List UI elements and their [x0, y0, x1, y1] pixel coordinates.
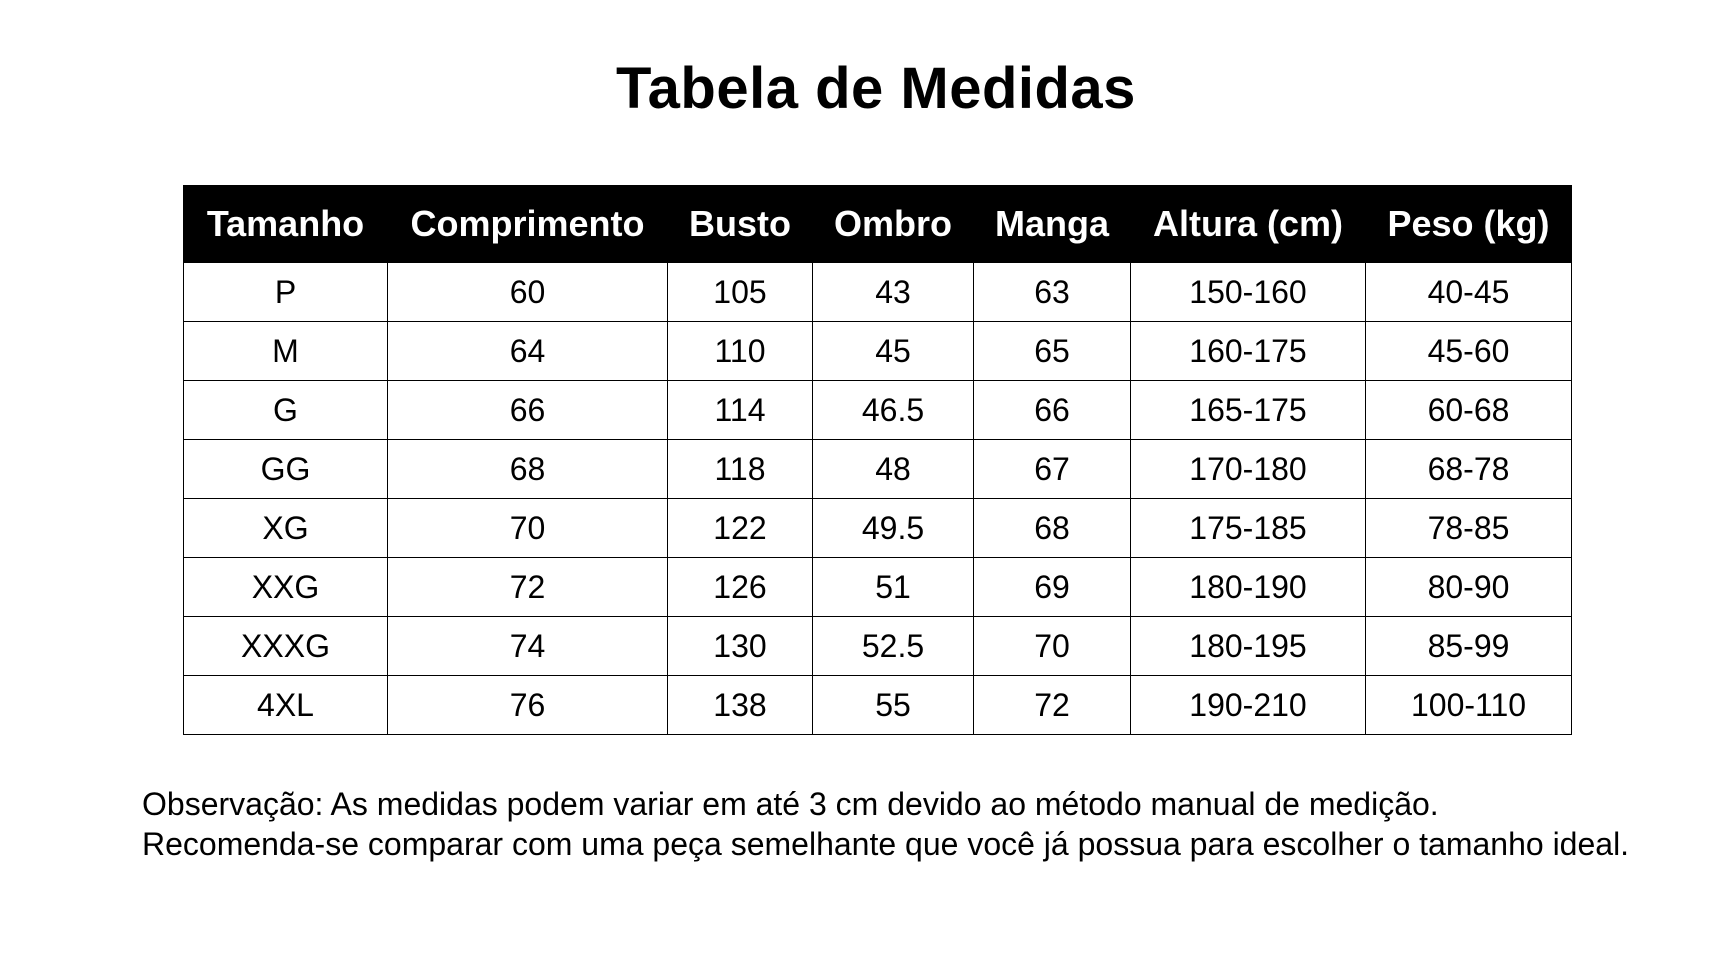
measurement-note: [142, 784, 1642, 864]
table-cell: 126: [668, 558, 813, 617]
table-cell: 74: [388, 617, 668, 676]
table-cell: 114: [668, 381, 813, 440]
table-cell: 170-180: [1131, 440, 1366, 499]
table-cell: 40-45: [1366, 263, 1572, 322]
table-cell: 55: [813, 676, 974, 735]
table-row: [184, 440, 1572, 499]
table-cell: 160-175: [1131, 322, 1366, 381]
table-cell: 130: [668, 617, 813, 676]
table-cell: 190-210: [1131, 676, 1366, 735]
table-cell: 49.5: [813, 499, 974, 558]
table-cell: 68: [974, 499, 1131, 558]
table-cell: GG: [184, 440, 388, 499]
table-cell: 180-190: [1131, 558, 1366, 617]
size-table: [183, 185, 1572, 735]
table-cell: 4XL: [184, 676, 388, 735]
table-cell: 122: [668, 499, 813, 558]
table-cell: P: [184, 263, 388, 322]
table-cell: 69: [974, 558, 1131, 617]
table-cell: 66: [388, 381, 668, 440]
table-cell: 78-85: [1366, 499, 1572, 558]
table-cell: 60-68: [1366, 381, 1572, 440]
header-altura: Altura (cm): [1131, 186, 1366, 263]
header-tamanho: Tamanho: [184, 186, 388, 263]
table-row: [184, 617, 1572, 676]
header-comprimento: Comprimento: [388, 186, 668, 263]
table-cell: 165-175: [1131, 381, 1366, 440]
header-busto: Busto: [668, 186, 813, 263]
table-cell: 43: [813, 263, 974, 322]
table-cell: 180-195: [1131, 617, 1366, 676]
table-cell: 68: [388, 440, 668, 499]
table-cell: 66: [974, 381, 1131, 440]
table-cell: 67: [974, 440, 1131, 499]
table-row: [184, 499, 1572, 558]
header-manga: Manga: [974, 186, 1131, 263]
table-cell: XG: [184, 499, 388, 558]
table-cell: 70: [388, 499, 668, 558]
table-cell: 72: [974, 676, 1131, 735]
table-cell: 110: [668, 322, 813, 381]
table-cell: 60: [388, 263, 668, 322]
table-cell: 45-60: [1366, 322, 1572, 381]
table-cell: 85-99: [1366, 617, 1572, 676]
table-row: [184, 558, 1572, 617]
table-cell: 72: [388, 558, 668, 617]
table-cell: 175-185: [1131, 499, 1366, 558]
table-cell: 63: [974, 263, 1131, 322]
note-line-1: Observação: As medidas podem variar em até 3 cm devido ao método manual de medição.: [142, 786, 1439, 822]
table-cell: 138: [668, 676, 813, 735]
table-cell: 150-160: [1131, 263, 1366, 322]
table-cell: 52.5: [813, 617, 974, 676]
table-cell: 51: [813, 558, 974, 617]
table-cell: 68-78: [1366, 440, 1572, 499]
header-ombro: Ombro: [813, 186, 974, 263]
table-cell: 65: [974, 322, 1131, 381]
table-cell: XXG: [184, 558, 388, 617]
table-cell: 80-90: [1366, 558, 1572, 617]
table-cell: 76: [388, 676, 668, 735]
header-peso: Peso (kg): [1366, 186, 1572, 263]
table-cell: 46.5: [813, 381, 974, 440]
table-cell: 45: [813, 322, 974, 381]
table-row: [184, 322, 1572, 381]
table-row: [184, 676, 1572, 735]
table-cell: 118: [668, 440, 813, 499]
page-title: Tabela de Medidas: [616, 56, 1136, 121]
table-cell: 64: [388, 322, 668, 381]
table-row: [184, 263, 1572, 322]
table-cell: 70: [974, 617, 1131, 676]
header-row: [184, 186, 1572, 263]
table-cell: XXXG: [184, 617, 388, 676]
note-line-2: Recomenda-se comparar com uma peça semelhante que você já possua para escolher o tamanho ideal.: [142, 826, 1630, 862]
table-cell: 48: [813, 440, 974, 499]
table-cell: G: [184, 381, 388, 440]
table-cell: 100-110: [1366, 676, 1572, 735]
table-row: [184, 381, 1572, 440]
table-cell: M: [184, 322, 388, 381]
table-cell: 105: [668, 263, 813, 322]
